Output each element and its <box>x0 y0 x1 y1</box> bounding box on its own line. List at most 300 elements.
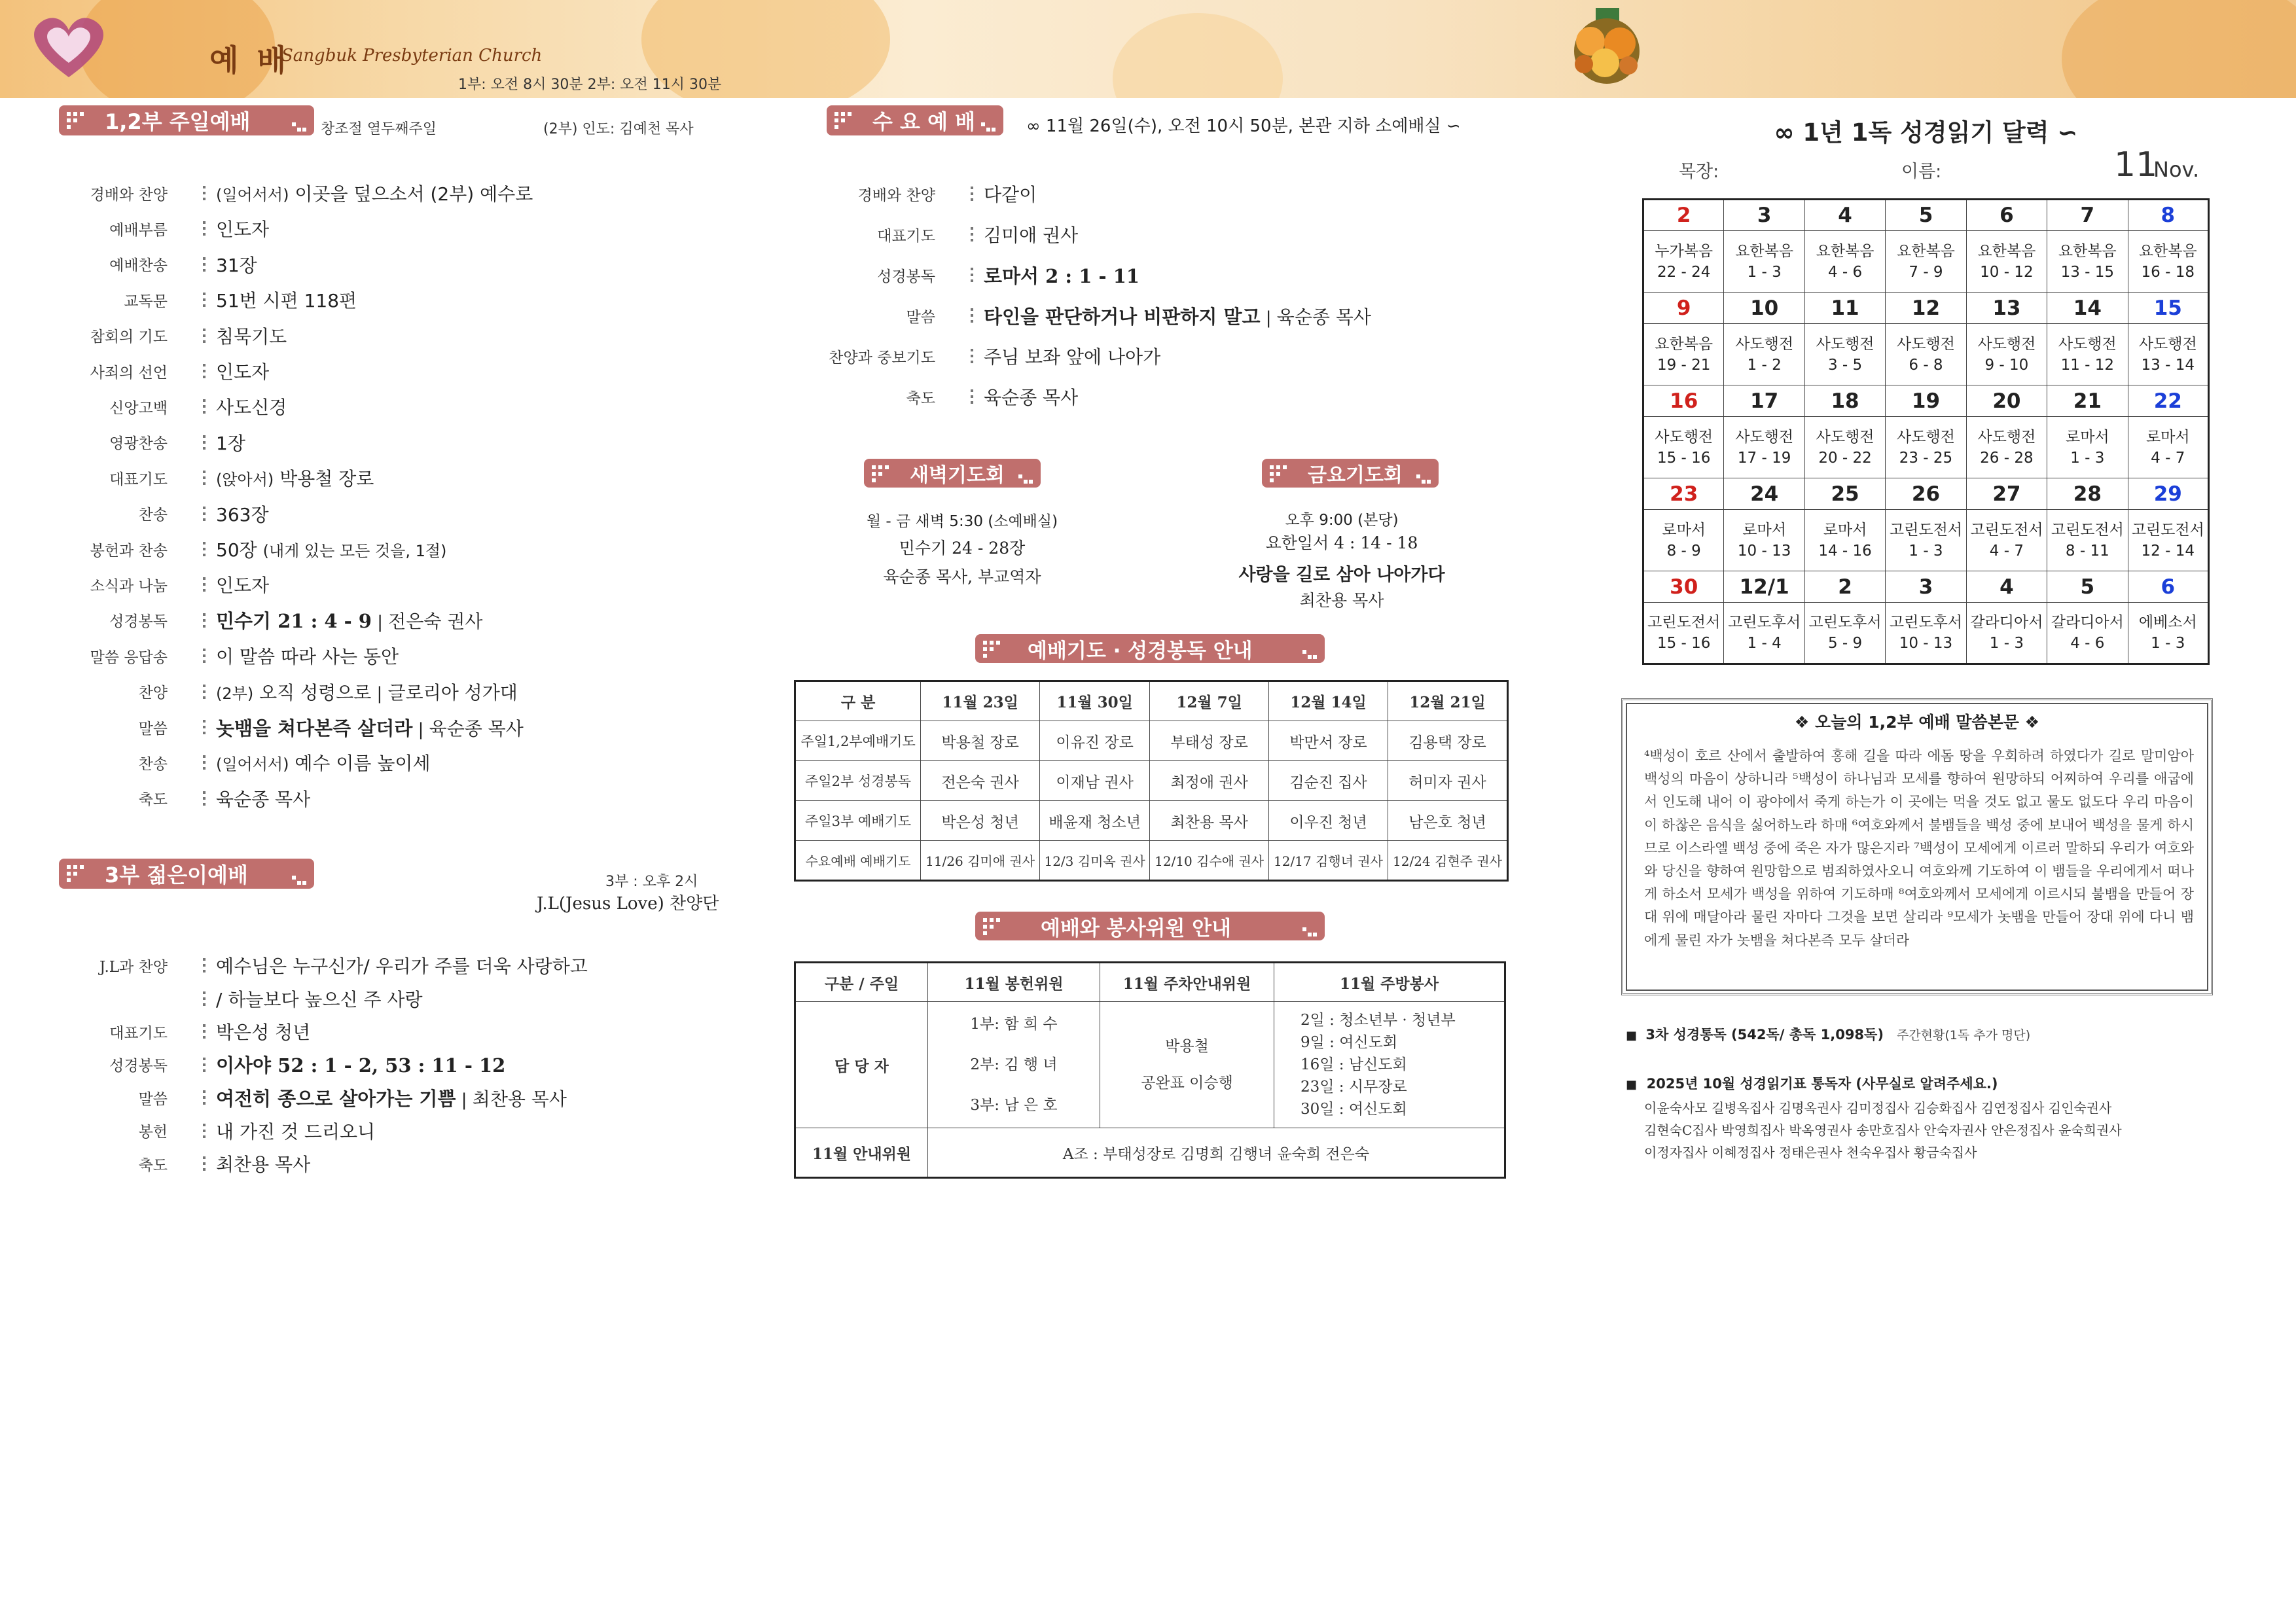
order-label: 대표기도 <box>109 471 168 488</box>
kitchen-week-5: 30일 : 여신도회 <box>1300 1101 1407 1118</box>
reading-book: 사도행전 <box>1897 335 1955 353</box>
calendar-day: 5 <box>2047 571 2128 603</box>
calendar-day: 17 <box>1724 385 1804 417</box>
reading-chapters: 22 - 24 <box>1657 263 1711 281</box>
order-emphasis: 민수기 21 : 4 - 9 <box>216 610 372 633</box>
prayer-cell: 남은호 청년 <box>1388 801 1507 841</box>
order-person: 육순종 목사 <box>1276 306 1371 328</box>
order-text: 1장 <box>216 432 245 454</box>
calendar-reading <box>1966 603 2047 664</box>
order-label: J.L과 찬양 <box>99 958 168 976</box>
dotted-separator <box>203 293 206 307</box>
dotted-separator <box>971 349 973 363</box>
order-row <box>26 427 245 457</box>
order-person: 육순종 목사 <box>429 717 524 740</box>
dotted-separator <box>203 257 206 272</box>
reading-chapters: 16 - 18 <box>2141 263 2195 281</box>
calendar-reading <box>2047 603 2128 664</box>
order-text: 363장 <box>216 503 269 526</box>
reading-book: 고린도후서 <box>1808 614 1882 631</box>
wednesday-info: ∞ 11월 26일(수), 오전 10시 50분, 본관 지하 소예배실 ∽ <box>1026 116 1461 136</box>
offering-1st: 1부: 함 희 수 <box>970 1016 1058 1033</box>
order-row <box>26 677 518 707</box>
dotted-separator <box>203 755 206 770</box>
order-text: 인도자 <box>216 219 270 241</box>
order-value <box>190 1018 310 1044</box>
order-value <box>958 343 1160 369</box>
order-text: 주님 보좌 앞에 나아가 <box>984 346 1161 368</box>
calendar-reading <box>1643 324 1724 385</box>
reading-chapters: 10 - 13 <box>1899 635 1953 652</box>
heart-logo-icon <box>26 12 111 84</box>
reading-chapters: 1 - 3 <box>2070 449 2105 467</box>
prayer-row-label: 수요예배 예배기도 <box>795 841 921 881</box>
reading-chapters: 3 - 5 <box>1827 356 1863 374</box>
order-text: 박은성 청년 <box>216 1022 311 1043</box>
order-label: 찬송 <box>138 755 168 773</box>
reading-chapters: 15 - 16 <box>1657 449 1711 467</box>
order-text: 예수님은 누구신가/ 우리가 주를 더욱 사랑하고 <box>216 955 588 977</box>
reading-book: 사도행전 <box>1816 428 1874 446</box>
reading-book: 사도행전 <box>1977 335 2036 353</box>
prayer-cell: 부태성 장로 <box>1150 721 1269 761</box>
order-value <box>190 571 269 597</box>
prayer-header-cell: 11월 23일 <box>921 681 1040 721</box>
order-row <box>26 1149 310 1179</box>
reading-chapters: 4 - 7 <box>2151 449 2185 467</box>
order-prefix: (앉아서) <box>216 471 274 490</box>
prayer-cell: 12/3 김미옥 권사 <box>1040 841 1150 881</box>
sunday-leader: (2부) 인도: 김예천 목사 <box>543 121 694 137</box>
order-value <box>190 251 257 277</box>
prayer-cell: 최찬용 목사 <box>1150 801 1269 841</box>
dotted-separator <box>203 507 206 521</box>
prayer-header-cell: 12월 21일 <box>1388 681 1507 721</box>
prayer-cell: 최정애 권사 <box>1150 761 1269 801</box>
order-label: 축도 <box>138 791 168 809</box>
prayer-header-cell: 12월 14일 <box>1269 681 1388 721</box>
prayer-cell: 11/26 김미애 권사 <box>921 841 1040 881</box>
order-emphasis: 놋뱀을 쳐다본즉 살더라 <box>216 717 413 740</box>
order-row <box>26 1016 310 1046</box>
order-value <box>190 643 399 669</box>
parking-committee-cell <box>1100 1002 1274 1128</box>
calendar-reading <box>2128 417 2208 478</box>
calendar-reading <box>1724 417 1804 478</box>
dotted-separator <box>203 1156 206 1171</box>
order-value <box>958 221 1078 247</box>
order-prefix: (일어서서) <box>216 186 289 204</box>
reading-chapters: 14 - 16 <box>1818 542 1872 560</box>
dotted-separator <box>203 542 206 556</box>
calendar-reading <box>1724 510 1804 571</box>
order-value: 민수기 21 : 4 - 9 | 전은숙 권사 <box>216 610 483 633</box>
order-value <box>190 1118 375 1144</box>
calendar-title: ∞ 1년 1독 성경읽기 달력 ∽ <box>1774 118 2078 147</box>
calendar-reading <box>1804 417 1885 478</box>
reader-names-line-3: 이정자집사 이혜정집사 정태은권사 천숙우집사 황금숙집사 <box>1644 1145 1977 1160</box>
reading-book: 로마서 <box>1742 521 1786 539</box>
name-label: 이름: <box>1901 162 1942 182</box>
order-text: 박용철 장로 <box>279 468 374 490</box>
order-value <box>190 501 269 527</box>
order-label: 축도 <box>138 1156 168 1174</box>
reading-chapters: 1 - 3 <box>1747 263 1782 281</box>
calendar-day: 23 <box>1643 478 1724 510</box>
order-row <box>26 984 423 1014</box>
calendar-day: 30 <box>1643 571 1724 603</box>
calendar-reading <box>1724 324 1804 385</box>
calendar-day: 3 <box>1724 200 1804 231</box>
calendar-day: 4 <box>1804 200 1885 231</box>
staff-header-category: 구분 / 주일 <box>795 963 928 1002</box>
calendar-reading <box>1886 417 1966 478</box>
calendar-reading <box>1643 510 1724 571</box>
order-value <box>190 287 357 313</box>
reading-book: 고린도전서 <box>1647 614 1721 631</box>
order-row <box>794 300 1371 330</box>
reading-chapters: 26 - 28 <box>1980 449 2034 467</box>
calendar-day: 6 <box>2128 571 2208 603</box>
calendar-reading <box>2128 510 2208 571</box>
reading-chapters: 20 - 22 <box>1818 449 1872 467</box>
service-times: 1부: 오전 8시 30분 2부: 오전 11시 30분 <box>458 77 722 93</box>
order-text: 이 말씀 따라 사는 동안 <box>216 646 399 668</box>
month-number: 11 <box>2114 145 2158 185</box>
order-value <box>958 262 1139 289</box>
prayer-cell: 김순진 집사 <box>1269 761 1388 801</box>
order-row <box>26 178 533 208</box>
order-prefix: (2부) <box>216 684 254 703</box>
order-row <box>26 747 431 777</box>
calendar-reading <box>2128 324 2208 385</box>
reading-chapters: 8 - 9 <box>1666 542 1701 560</box>
prayer-cell: 박만서 장로 <box>1269 721 1388 761</box>
calendar-day: 24 <box>1724 478 1804 510</box>
order-label: 찬양과 중보기도 <box>829 349 935 366</box>
order-person: 최찬용 목사 <box>472 1088 567 1110</box>
calendar-day: 13 <box>1966 293 2047 324</box>
kitchen-week-2: 9일 : 여신도회 <box>1300 1034 1398 1051</box>
friday-schedule: 오후 9:00 (본당) <box>1285 512 1399 529</box>
reader-names-line-2: 김현숙C집사 박영희집사 박옥영권사 송만호집사 안숙자권사 안은정집사 윤숙희권사 <box>1644 1122 2122 1138</box>
reading-book: 사도행전 <box>1897 428 1955 446</box>
order-row <box>26 285 357 315</box>
dotted-separator <box>203 471 206 485</box>
order-value <box>190 180 533 206</box>
order-row <box>26 534 446 564</box>
order-row <box>26 499 269 529</box>
reading-chapters: 13 - 15 <box>2060 263 2115 281</box>
calendar-reading <box>1966 231 2047 293</box>
prayer-cell: 배윤재 청소년 <box>1040 801 1150 841</box>
reader-names <box>1644 1097 2122 1164</box>
order-label: 예배부름 <box>109 221 168 239</box>
calendar-reading <box>1966 417 2047 478</box>
calendar-reading <box>1886 231 1966 293</box>
order-label: 소식과 나눔 <box>90 577 168 595</box>
order-label: 예배찬송 <box>109 257 168 275</box>
reading-chapters: 1 - 4 <box>1747 635 1782 652</box>
reading-book: 고린도후서 <box>1728 614 1801 631</box>
dotted-separator <box>971 308 973 323</box>
reading-book: 사도행전 <box>1655 428 1713 446</box>
scripture-box <box>1626 703 2208 991</box>
reading-chapters: 7 - 9 <box>1909 263 1943 281</box>
order-label: 찬송 <box>138 507 168 524</box>
dotted-separator <box>203 221 206 236</box>
reading-book: 사도행전 <box>1977 428 2036 446</box>
reading-chapters: 4 - 7 <box>1989 542 2024 560</box>
order-label: 영광찬송 <box>109 435 168 453</box>
kitchen-week-3: 16일 : 남신도회 <box>1300 1056 1407 1073</box>
reading-chapters: 1 - 3 <box>1909 542 1943 560</box>
prayer-guide-header: 예배기도 · 성경봉독 안내 <box>975 634 1325 663</box>
dotted-separator <box>971 187 973 201</box>
reading-book: 사도행전 <box>1735 428 1794 446</box>
order-row <box>26 249 257 279</box>
reading-note-1: ■ 3차 성경통독 (542독/ 총독 1,098독) 주간현황(1독 추가 명단) <box>1626 1027 2031 1043</box>
scripture-title: ❖ 오늘의 1,2부 예배 말씀본문 ❖ <box>1794 713 2040 732</box>
order-text: 이곳을 덮으소서 (2부) 예수로 <box>295 183 533 205</box>
dawn-prayer-header: 새벽기도회 <box>864 459 1041 488</box>
order-note: (내게 있는 모든 것을, 1절) <box>262 542 447 560</box>
kitchen-week-4: 23일 : 시무장로 <box>1300 1079 1407 1096</box>
prayer-cell: 박용철 장로 <box>921 721 1040 761</box>
prayer-cell: 김용택 장로 <box>1388 721 1507 761</box>
order-label: 참회의 기도 <box>90 329 168 346</box>
reader-names-line-1: 이윤숙사모 길병옥집사 김명옥권사 김미정집사 김승화집사 김연정집사 김인숙권사 <box>1644 1100 2112 1116</box>
reading-book: 요한복음 <box>1735 242 1794 260</box>
reading-chapters: 15 - 16 <box>1657 635 1711 652</box>
dotted-separator <box>203 577 206 592</box>
calendar-day: 18 <box>1804 385 1885 417</box>
dotted-separator <box>203 649 206 663</box>
reading-chapters: 1 - 3 <box>1989 635 2024 652</box>
prayer-cell: 이우진 청년 <box>1269 801 1388 841</box>
reading-chapters: 10 - 12 <box>1980 263 2034 281</box>
friday-sermon-title: 사랑을 길로 삼아 나아가다 <box>1238 565 1445 585</box>
reading-book: 고린도전서 <box>1970 521 2043 539</box>
wednesday-service-header: 수 요 예 배 <box>827 105 1003 135</box>
order-value: (2부) 오직 성령으로 | 글로리아 성가대 <box>216 681 518 704</box>
page-title: 예 배 <box>209 43 290 78</box>
staff-header-parking: 11월 주차안내위원 <box>1100 963 1274 1002</box>
calendar-day: 7 <box>2047 200 2128 231</box>
reading-book: 누가복음 <box>1655 242 1713 260</box>
order-value <box>190 749 431 776</box>
prayer-guide-table <box>794 680 1509 882</box>
calendar-reading <box>1804 231 1885 293</box>
reading-book: 요한복음 <box>1655 335 1713 353</box>
order-label: 경배와 찬양 <box>90 186 168 204</box>
calendar-day: 2 <box>1804 571 1885 603</box>
order-label: 사죄의 선언 <box>90 364 168 382</box>
order-row <box>26 605 482 635</box>
prayer-header-cell: 구 분 <box>795 681 921 721</box>
staff-guide-header: 예배와 봉사위원 안내 <box>975 912 1325 940</box>
order-row <box>26 712 524 742</box>
parking-1: 박용철 <box>1165 1038 1209 1055</box>
order-text: 침묵기도 <box>216 325 287 348</box>
table-row <box>795 841 1508 881</box>
order-text: / 하늘보다 높으신 주 사랑 <box>216 988 423 1010</box>
dotted-separator <box>203 1024 206 1039</box>
order-value <box>190 1150 310 1177</box>
dotted-separator <box>203 791 206 806</box>
usher-team: A조 : 부태성장로 김명희 김행녀 윤숙희 전은숙 <box>928 1128 1505 1178</box>
order-row <box>26 1050 505 1080</box>
order-text: 김미애 권사 <box>984 224 1079 246</box>
order-label: 성경봉독 <box>109 613 168 631</box>
prayer-cell: 이유진 장로 <box>1040 721 1150 761</box>
flower-basket-icon <box>1558 5 1656 97</box>
calendar-day: 21 <box>2047 385 2128 417</box>
order-prefix: (일어서서) <box>216 755 289 774</box>
friday-scripture: 요한일서 4 : 14 - 18 <box>1265 533 1418 552</box>
calendar-reading <box>2047 324 2128 385</box>
offering-3rd: 3부: 남 은 호 <box>970 1097 1058 1114</box>
dotted-separator <box>203 991 206 1006</box>
order-label: 성경봉독 <box>877 268 935 285</box>
reading-book: 요한복음 <box>1816 242 1874 260</box>
reading-chapters: 9 - 10 <box>1984 356 2029 374</box>
prayer-cell: 이재남 권사 <box>1040 761 1150 801</box>
prayer-row-label: 주일1,2부예배기도 <box>795 721 921 761</box>
calendar-reading <box>1643 603 1724 664</box>
dawn-schedule: 월 - 금 새벽 5:30 (소예배실) <box>866 513 1058 530</box>
order-value <box>190 952 588 978</box>
square-bullet-icon: ■ <box>1626 1029 1638 1043</box>
youth-praise-team: J.L(Jesus Love) 찬양단 <box>537 894 719 914</box>
reading-chapters: 11 - 12 <box>2060 356 2115 374</box>
order-label: 경배와 찬양 <box>857 187 935 204</box>
order-text: 50장 <box>216 539 257 561</box>
scripture-text: ⁴백성이 호르 산에서 출발하여 홍해 길을 따라 에돔 땅을 우회하려 하였다가 길로 말미암아 백성의 마음이 상하니라 ⁵백성이 하나님과 모세를 향하여 원망하되 어찌하여 우리를 애굽에서 인도해 내어 이 광야에서 죽게 하는가 이 곳에는 먹을 것도 없고 물도 없도다 우리 마음이 이 하찮은 음식을 싫어하노라 하매 ⁶여호와께서 불뱀들을 백성 중에 보내어 백성을 물게 하시므로 이스라엘 백성 중에 죽은 자가 많은지라 ⁷백성이 모세에게 이르러 말하되 우리가 여호와와 당신을 향하여 원망함으로 범죄하였사오니 여호와께 기도하여 이 뱀들을 우리에게서 떠나게 하소서 모세가 백성을 위하여 기도하매 ⁸여호와께서 모세에게 이르시되 불뱀을 만들어 장대 위에 매달아라 물린 자마다 그것을 보면 살리라 ⁹모세가 놋뱀을 만들어 장대 위에 다니 뱀에게 물린 자가 놋뱀을 쳐다본즉 모두 살더라 <box>1644 748 2194 948</box>
calendar-day: 5 <box>1886 200 1966 231</box>
dotted-separator <box>203 1124 206 1138</box>
dotted-separator <box>203 364 206 378</box>
order-text: 최찬용 목사 <box>216 1154 311 1175</box>
youth-time: 3부 : 오후 2시 <box>605 874 698 890</box>
reading-book: 고린도전서 <box>1889 521 1963 539</box>
dotted-separator <box>203 720 206 734</box>
dotted-separator <box>203 329 206 343</box>
order-text: 인도자 <box>216 575 270 597</box>
dotted-separator <box>203 435 206 450</box>
order-emphasis: 타인을 판단하거나 비판하지 말고 <box>984 305 1261 328</box>
calendar-day: 20 <box>1966 385 2047 417</box>
order-emphasis: 여전히 종으로 살아가는 기쁨 <box>216 1087 456 1110</box>
calendar-reading <box>2047 510 2128 571</box>
order-emphasis: 이사야 52 : 1 - 2, 53 : 11 - 12 <box>216 1054 506 1077</box>
prayer-cell: 허미자 권사 <box>1388 761 1507 801</box>
calendar-day: 3 <box>1886 571 1966 603</box>
parish-label: 목장: <box>1679 162 1719 182</box>
order-row <box>26 1082 567 1113</box>
order-label: 교독문 <box>124 293 168 310</box>
friday-prayer-header: 금요기도회 <box>1262 459 1439 488</box>
reading-chapters: 1 - 3 <box>2151 635 2185 652</box>
calendar-reading <box>1724 231 1804 293</box>
order-row <box>26 391 287 421</box>
calendar-day: 2 <box>1643 200 1724 231</box>
kitchen-week-1: 2일 : 청소년부 · 청년부 <box>1300 1012 1456 1029</box>
order-row <box>26 321 287 351</box>
reading-book: 갈라디아서 <box>2051 614 2124 631</box>
order-text: 인도자 <box>216 361 270 383</box>
order-value <box>190 536 446 562</box>
calendar-reading <box>2047 231 2128 293</box>
calendar-day: 19 <box>1886 385 1966 417</box>
header-banner <box>0 0 2296 98</box>
order-text: 사도신경 <box>216 397 287 419</box>
order-text: 다같이 <box>984 184 1037 205</box>
calendar-day: 28 <box>2047 478 2128 510</box>
staff-header-kitchen: 11월 주방봉사 <box>1274 963 1505 1002</box>
prayer-cell: 12/10 김수애 권사 <box>1150 841 1269 881</box>
calendar-day: 11 <box>1804 293 1885 324</box>
reading-book: 고린도전서 <box>2051 521 2124 539</box>
prayer-cell: 12/24 김현주 권사 <box>1388 841 1507 881</box>
staff-header-offering: 11월 봉헌위원 <box>928 963 1100 1002</box>
calendar-day: 25 <box>1804 478 1885 510</box>
church-name: Sangbuk Presbyterian Church <box>281 46 543 65</box>
reading-chapters: 8 - 11 <box>2065 542 2109 560</box>
order-person: 전은숙 권사 <box>388 611 483 633</box>
calendar-day: 8 <box>2128 200 2208 231</box>
reading-book: 로마서 <box>1823 521 1867 539</box>
square-bullet-icon: ■ <box>1626 1078 1638 1092</box>
calendar-reading <box>1886 510 1966 571</box>
order-value: 타인을 판단하거나 비판하지 말고 | 육순종 목사 <box>984 305 1371 328</box>
calendar-reading <box>2128 603 2208 664</box>
order-emphasis: 로마서 2 : 1 - 11 <box>984 264 1139 287</box>
prayer-row-label: 주일2부 성경봉독 <box>795 761 921 801</box>
reading-book: 로마서 <box>1662 521 1706 539</box>
liturgical-season: 창조절 열두째주일 <box>321 121 437 137</box>
reading-book: 요한복음 <box>1977 242 2036 260</box>
order-label: 봉헌 <box>138 1124 168 1141</box>
calendar-reading <box>1643 417 1724 478</box>
staff-table <box>794 961 1506 1179</box>
order-row <box>794 219 1078 249</box>
order-text: 31장 <box>216 254 257 276</box>
table-row <box>795 761 1508 801</box>
order-row <box>26 783 310 813</box>
calendar-day: 4 <box>1966 571 2047 603</box>
reading-book: 로마서 <box>2145 428 2190 446</box>
calendar-day: 12 <box>1886 293 1966 324</box>
reading-book: 로마서 <box>2065 428 2109 446</box>
calendar-reading <box>1724 603 1804 664</box>
order-text: 51번 시편 118편 <box>216 290 357 312</box>
order-row <box>26 950 588 980</box>
reading-book: 고린도후서 <box>1889 614 1963 631</box>
reading-chapters: 19 - 21 <box>1657 356 1711 374</box>
reading-book: 고린도전서 <box>2131 521 2204 539</box>
order-label: 봉헌과 찬송 <box>90 542 168 560</box>
order-row <box>794 341 1160 371</box>
order-label: 신앙고백 <box>109 399 168 417</box>
reading-chapters: 5 - 9 <box>1827 635 1863 652</box>
order-row <box>794 179 1037 209</box>
order-label: 말씀 <box>906 308 935 326</box>
reading-book: 사도행전 <box>2138 335 2197 353</box>
kitchen-service-cell <box>1274 1002 1505 1128</box>
prayer-header-cell: 12월 7일 <box>1150 681 1269 721</box>
usher-label: 11월 안내위원 <box>795 1128 928 1178</box>
